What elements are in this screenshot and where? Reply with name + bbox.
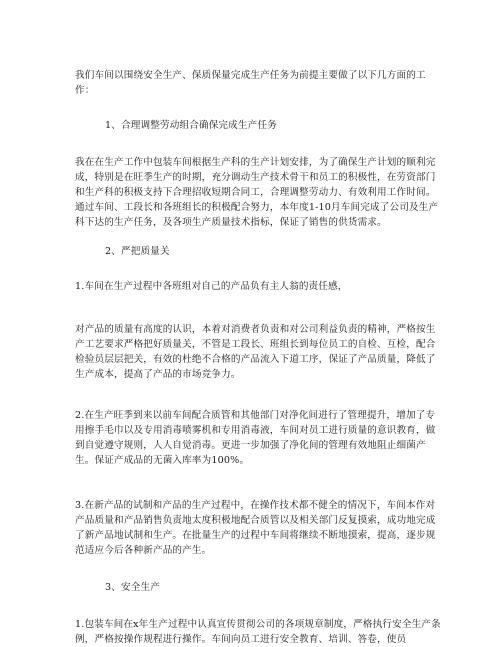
section-2-item-1: 1.车间在生产过程中各班组对自己的产品负有主人翁的责任感， (75, 281, 348, 292)
section-1-heading: 1、合理调整劳动组合确保完成生产任务 (105, 120, 277, 131)
section-2-quality-paragraph: 对产品的质量有高度的认识，本着对消费者负责和对公司利益负责的精神，严格按生产工艺要求严格把好质量关，不管是工段长、班组长到每位员工的自检、互检，配合检验员层层把关，有效的杜绝不合格的产品流入下道工序，保证了产品质量，降低了生产成本，提高了产品的市场竞争力。 (75, 324, 436, 380)
section-2-item-3: 3.在新产品的试制和产品的生产过程中，在操作技术都不健全的情况下，车间本作对产品质量和产品销售负责地太度积极地配合质管以及相关部门反复摸索，成功地完成了新产品地试制和生产。在批量生产的过程中车间将继续不断地摸索，提高，逐步规范适应今后各种新产品的产生。 (75, 500, 436, 556)
section-2-item-2: 2.在生产旺季到来以前车间配合质管和其他部门对净化间进行了管理提升，增加了专用擦手毛巾以及专用消毒喷雾机和专用消毒液，车间对员工进行质量的意识教育，做到自觉遵守规则，人人自觉消毒。更进一步加强了净化间的管理有效地阻止细菌产生。保证产成品的无菌入库率为100%。 (75, 410, 436, 466)
intro-paragraph: 我们车间以围绕安全生产、保质保量完成生产任务为前提主要做了以下几方面的工作： (75, 70, 426, 96)
section-2-heading: 2、严把质量关 (105, 246, 170, 257)
section-1-body: 我在在生产工作中包装车间根据生产科的生产计划安排，为了确保生产计划的顺利完成，特别是在旺季生产的时期，充分调动生产技术骨干和员工的积极性，在劳资部门和生产科的积极支持下合理招收短期合同工，合理调整劳动力、有效利用工作时间。通过车间、工段长和各班组长的积极配合努力，本年度1-10月车间完成了公司及生产科下达的生产任务，及各项生产质量技术指标，保证了销售的供货需求。 (75, 157, 439, 228)
section-3-heading: 3、安全生产 (105, 582, 160, 593)
section-3-body: 1.包装车间在x年生产过程中认真宣传贯彻公司的各项规章制度，严格执行安全生产条例，严格按操作规程进行操作。车间向员工进行安全教育、培训、答卷，使员 (75, 619, 441, 645)
